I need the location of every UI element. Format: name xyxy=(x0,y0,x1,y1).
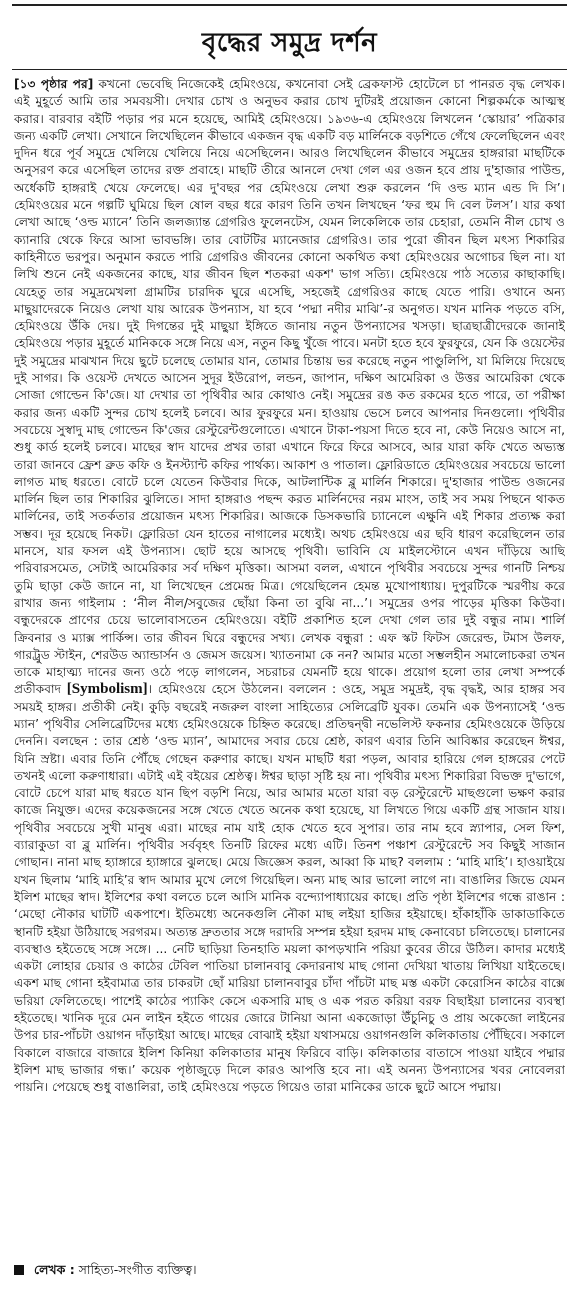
byline-label: লেখক : xyxy=(34,1262,75,1277)
article-title: বৃদ্ধের সমুদ্র দর্শন xyxy=(201,28,378,58)
symbolism-term: [Symbolism] xyxy=(66,681,148,698)
article-body xyxy=(14,76,565,1256)
byline-value: সাহিত্য-সংগীত ব্যক্তিত্ব। xyxy=(74,1262,197,1277)
article-text-part2: । হেমিংওয়ে হেসে উঠলেন। বললেন : ওহে, সমুদ্র সমুদ্রই, বৃদ্ধ বৃদ্ধই, আর হাঙ্গর সব সময়ই হাঙ্গর। প্রতীকী নেই। কুড়ি বছরেই নজরুল বাংলা সাহিত্যের সেলিব্রেটি যুবক। তেমনি এক উপন্যাসেই ‘ওল্ড ম্যান’ পৃথিবীর সেলিব্রেটিদের মধ্যে হেমিংওয়েকে চিহ্নিত করেছে। প্রতিদ্বন্দ্বী নভেলিস্ট ফকনার হেমিংওয়েকে উড়িয়ে দেননি। বলছেন : তার শ্রেষ্ঠ ‘ওল্ড ম্যান’, আমাদের সবার চেয়ে শ্রেষ্ঠ, কারণ এবার তিনি আবিষ্কার করেছেন ঈশ্বর, যিনি স্রষ্টা। এবার তিনি পৌঁছে গেছেন করুণার কাছে। যখন মাছটি ধরা পড়ল, আবার হারিয়ে গেল হাঙ্গরের পেটে তখনই এলো করুণাধারা। এটাই এই বইয়ের শ্রেষ্ঠত্ব। ঈশ্বর ছাড়া সৃষ্টি হয় না। পৃথিবীর মৎস্য শিকারিরা বিভক্ত দু'ভাগে, বোটে চেপে যারা মাছ ধরতে যান ছিপ বড়শি নিয়ে, আর আমার মতো যারা বড় রেস্টুরেন্টে মাছগুলো ভক্ষণ করার কাজে নিযুক্ত। এদের কয়েকজনের সঙ্গে খেতে খেতে অনেক কথা হয়েছে, যা লিখতে গিয়ে একটি গ্রন্থ সাজান যায়। পৃথিবীর সবচেয়ে সুখী মানুষ এরা। মাছের নাম যাই হোক খেতে হবে সুপার। তার নাম হবে স্ন্যাপার, সেল ফিশ, ব্যারাকুডা বা ব্লু মার্লিন। পৃথিবীর সর্ববৃহৎ তিনটি রিফের মধ্যে এটি। তিনশ পঞ্চাশ রেস্টুরেন্টে সব কিছুই সাজান গোছান। নানা মাছ হ্যাঙ্গারে হ্যাঙ্গারে ঝুলছে। মেয়ে জিজ্ঞেস করল, আব্বা কি মাছ? বললাম : ‘মাহি মাহি’। হাওয়াইয়ে যখন ছিলাম ‘মাহি মাহি’র স্বাদ আমার মুখে লেগে গিয়েছিল। অন্য মাছ আর ভালো লাগে না। বাঙালির জিভে যেমন ইলিশ মাছের স্বাদ। ইলিশের কথা বলতে চলে আসি মানিক বন্দ্যোপাধ্যায়ের কাছে। প্রতি পৃষ্ঠা ইলিশের গন্ধে রাঙান : ‘মেছো নৌকার ঘাটটি একপাশে। ইতিমধ্যে অনেকগুলি নৌকা মাছ লইয়া হাজির হইয়াছে। হাঁকাহাঁকি ডাকাডাকিতে স্থানটি হইয়া উঠিয়াছে সরগরম। অত্যন্ত দ্রুততার সঙ্গে দরাদরি সম্পন্ন হইয়া হরদম মাছ কেনাবেচা চলিতেছে। চালানের ব্যবস্থাও হইতেছে সঙ্গে সঙ্গে। ... নেটি ছাড়িয়া তিনহাতি ময়লা কাপড়খানি পরিয়া কুবের তীরে উঠিল। কাদার মধ্যেই একটা লোহার চেয়ার ও কাঠের টেবিল পাতিয়া চালানবাবু কেদারনাথ মাছ গোনা দেখিয়া খাতায় লিখিয়া যাইতেছে। একশ মাছ গোনা হইবামাত্র তার চাকরটা ছোঁ মারিয়া চালানবাবুর চাঁদা পাঁচটা মাছ মস্ত একটা কেরোসিন কাঠের বাক্সে ভরিয়া ফেলিতেছে। পাশেই কাঠের প্যাকিং কেসে একসারি মাছ ও এক পরত করিয়া বরফ বিছাইয়া চালানের ব্যবস্থা হইতেছে। খানিক দূরে মেন লাইন হইতে গায়ের জোরে টানিয়া আনা একজোড়া উঁচুনিচু ও প্রায় অকেজো লাইনের উপর চার-পাঁচটা ওয়াগন দাঁড়াইয়া আছে। মাছের বোঝাই হইয়া যথাসময়ে ওয়াগনগুলি কলিকাতায় পৌঁছিবে। সকালে বিকালে বাজারে বাজারে ইলিশ কিনিয়া কলিকাতার মানুষ ফিরিবে বাড়ি। কলিকাতার বাতাসে পাওয়া যাইবে পদ্মার ইলিশ মাছ ভাজার গন্ধ।’ কয়েক পৃষ্ঠাজুড়ে দিলে কারও আপত্তি হবে না। এই অনন্য উপন্যাসের খবর নোবেলরা পায়নি। পেয়েছে শুধু বাঙালিরা, তাই হেমিংওয়ে পড়তে গিয়েও তারা মানিকের ডাকে ছুটে আসে পদ্মায়। xyxy=(14,682,565,1095)
author-byline xyxy=(14,1262,565,1282)
square-bullet-icon xyxy=(14,1265,24,1275)
article-paragraph xyxy=(14,76,565,1097)
top-rule xyxy=(12,4,567,6)
article-text-part1: কখনো ভেবেছি নিজেকেই হেমিংওয়ে, কখনোবা সেই ব্রেকফাস্ট হোটেলে চা পানরত বৃদ্ধ লেখক। এই মুহূর্তে আমি তার সমবয়সী। দেখার চোখ ও অনুভব করার চোখ দুটিরই প্রয়োজন কোনো শিল্পকর্মকে আত্মস্থ করার। বারবার বইটি পড়ার পর মনে হয়েছে, আমিই হেমিংওয়ে। ১৯৩৬-এ হেমিংওয়ে লিখলেন ‘স্কোয়ার’ পত্রিকার জন্য একটি লেখা। সেখানে লিখেছিলেন কীভাবে একজন বৃদ্ধ একটি বড় মার্লিনকে বড়শিতে গেঁথে ফেলেছিলেন এবং দুদিন ধরে পূর্ব সমুদ্রে খেলিয়ে খেলিয়ে নিয়ে এসেছিলেন। আরও লিখেছিলেন কীভাবে সমুদ্রের হাঙ্গরারা মাছটিকে অনুসরণ করে এসেছিল তাদের রক্ত প্রবাহে। মাছটি তীরে আনলে দেখা গেল এর ওজন হবে প্রায় দু'হাজার পাউন্ড, অর্ধেকটি হাঙ্গরাই খেয়ে ফেলেছে। এর দু'বছর পর হেমিংওয়ে লেখা শুরু করলেন ‘দি ওল্ড ম্যান এন্ড দি সি’। হেমিংওয়ের মনে গল্পটি ঘুমিয়ে ছিল ষোল বছর ধরে কারণ তিনি তখন লিখছেন ‘ফর হুম দি বেল টলস’। যার কথা লেখা আছে ‘ওল্ড ম্যানে’ তিনি জলজ্যান্ত গ্রেগরিও ফুলেনটেস, যেমন লিকেলিকে তার চেহারা, তেমনি নীল চোখ ও ক্যানারি থেকে ফিরে আসা ভাবভঙ্গি। তার বোটটির ম্যানেজার গ্রেগরিও। তার পুরো জীবন ছিল মৎস্য শিকারির কাহিনীতে ভরপুর। অনুমান করতে পারি গ্রেগরিও জীবনের কোনো অকথিত কথা হেমিংওয়ের অগোচর ছিল না। যা লিখি শুনে নেই একজনের কাছে, যার জীবন ছিল শতকরা একশ' ভাগ সত্যি। হেমিংওয়ে পাঠ সত্যের কাছাকাছি। যেহেতু তার সমুদ্রমেখলা গ্রামটির চারদিক ঘুরে এসেছি, সহজেই গ্রেগরিওর কাছে যেতে পারি। ওখানে অন্য মাছুয়াদেরকে নিয়েও লেখা যায় আরেক উপন্যাস, যা হবে ‘পদ্মা নদীর মাঝি’-র অনুগত। যখন মানিক পড়তে বসি, হেমিংওয়ে উঁকি দেয়। দুই দিগন্তের দুই মাছুয়া ইঙ্গিতে জানায় নতুন উপন্যাসের খসড়া। ছাত্রছাত্রীদেরকে জানাই হেমিংওয়ে পড়ার মুহূর্তে মানিককে সঙ্গে নিয়ে এস, নতুন কিছু খুঁজে পাবে। মনটা হতে হবে ফুরফুরে, যেন কি ওয়েস্টের দুই সমুদ্রের মাঝখান দিয়ে ছুটে চলেছে তোমার যান, তোমার চিন্তায় ভর করেছে নতুন পাণ্ডুলিপি, যা মিলিয়ে দিয়েছে দুই সাগর। কি ওয়েস্ট দেখতে আসেন সুদূর ইউরোপ, লন্ডন, জাপান, দক্ষিণ আমেরিকা ও উত্তর আমেরিকা থেকে সোজা গোল্ডেন কি'জে। যা দেখার তা পৃথিবীর আর কোথাও নেই। সমুদ্রের রঙ কত রকমের হতে পারে, তা পরীক্ষা করার জন্য একটি সুন্দর চোখ হলেই চলবে। আর ফুরফুরে মন। হাওয়ায় ভেসে চলবে আপনার দিনগুলো। পৃথিবীর সবচেয়ে সুস্বাদু মাছ গোল্ডেন কি'জের রেস্টুরেন্টগুলোতে। এখানে টাকা-পয়সা দিতে হবে না, কেউ নিয়েও আসে না, শুধু কার্ড হলেই চলবে। মাছের স্বাদ যাদের প্রখর তারা এখানে ফিরে ফিরে আসবে, আর যারা কফি খেতে অভ্যস্ত তারা জানবে ফ্রেশ ব্রুড কফি ও ইনস্ট্যান্ট কফির পার্থক্য। আকাশ ও পাতাল। ফ্লোরিডাতে হেমিংওয়ের সবচেয়ে ভালো লাগত মাছ ধরতে। বোটে চলে যেতেন কিউবার দিকে, আটলান্টিক ব্লু মার্লিন শিকারে। দু'হাজার পাউন্ড ওজনের মার্লিন ছিল তার শিকারির ঝুলিতে। সাদা হাঙ্গরাও পছন্দ করত মার্লিনদের নরম মাংস, তাই সব সময় পিছনে থাকত মার্লিনের, তাই সতর্কতার প্রয়োজন মৎস্য শিকারির। আজকে ডিসকভারি চ্যানেলে এক্ষুনি এই শিকার প্রত্যক্ষ করা সম্ভব। দূর হয়েছে নিকট। ফ্লোরিডা যেন হাতের নাগালের মধ্যেই। অথচ হেমিংওয়ে এর ছবি ধারণ করেছিলেন তার মানসে, যার ফসল এই উপন্যাস। ছোট হয়ে আসছে পৃথিবী। ভাবিনি যে মাইলস্টোনে এখন দাঁড়িয়ে আছি পরিবারসমেত, সেটাই আমেরিকার সর্ব দক্ষিণ মৃত্তিকা। আসমা বলল, এখানে পৃথিবীর সবচেয়ে সুন্দর গানটি নিশ্চয় তুমি ছাড়া কেউ জানে না, যা লিখেছেন প্রেমেন্দ্র মিত্র। গেয়েছিলেন হেমন্ত মুখোপাধ্যায়। দুপুরটিকে স্মরণীয় করে রাখার জন্য গাইলাম : ‘নীল নীল/সবুজের ছোঁয়া কিনা তা বুঝি না...’। সমুদ্রের ওপর পাড়ের মৃত্তিকা কিউবা। বন্ধুদেরকে প্রাণের চেয়ে ভালোবাসতেন হেমিংওয়ে। বইটি প্রকাশিত হলে দেখা গেল তার দুই বন্ধুর নাম। শার্লি ক্রিবনার ও ম্যাক্স পার্কিন্স। তার জীবন ঘিরে বন্ধুদের সখ্য। লেখক বন্ধুরা : এফ স্কট ফিটস জেরেল্ড, টমাস উলফ, গারট্রুড স্টাইন, শেরউড অ্যান্ডার্সন ও জেমস জয়েস। খ্যাতনামা কে নন? আমার মতো সম্ভলহীন সমালোচকরা তখন তাকে মাহাত্ম্য দানের জন্য ওঠে পড়ে লাগলেন, সচরাচর যেমনটি হয়ে থাকে। প্রয়োগ হলো তার লেখা সম্পর্কে প্রতীকবাদ xyxy=(14,77,565,697)
continuation-note: [১৩ পৃষ্ঠার পর] xyxy=(14,77,94,91)
title-underline-rule xyxy=(12,69,567,70)
